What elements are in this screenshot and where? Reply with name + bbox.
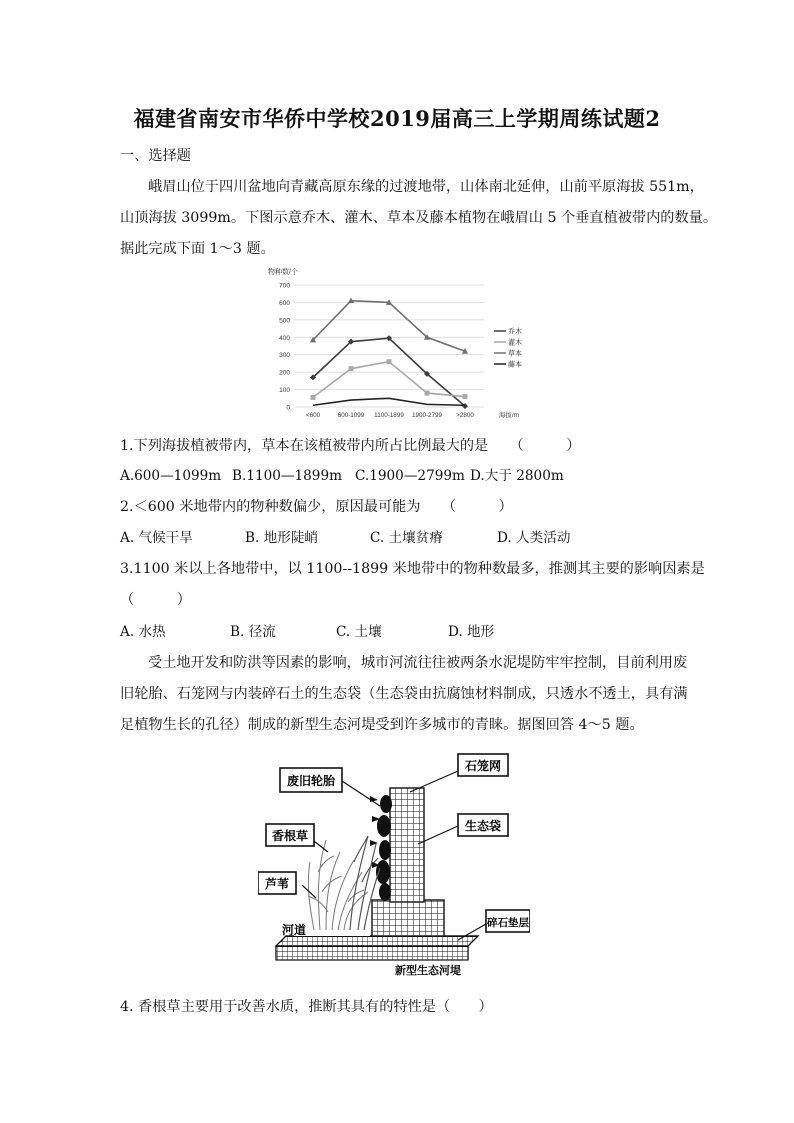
legend-label: 乔木 [508,328,522,336]
q1-option-a: A.600—1099m [120,468,222,484]
y-tick-label: 100 [279,387,290,395]
q3-stem-cont: （ ） [120,592,191,608]
page-title: 福建省南安市华侨中学校2019届高三上学期周练试题2 [133,106,661,131]
q1-option-d: D.大于 2800m [470,468,564,484]
svg-text:废旧轮胎: 废旧轮胎 [286,774,336,788]
q2-option-d: D. 人类活动 [497,530,571,546]
q4-stem: 4. 香根草主要用于改善水质，推断其具有的特性是（ ） [120,999,493,1015]
series-line-藤本 [313,398,465,405]
passage2-line: 受土地开发和防洪等因素的影响，城市河流往往被两条水泥堤防牢牢控制，目前利用废 [148,655,688,671]
chart-series [310,297,468,409]
q1-option-c: C.1900—2799m [355,468,465,484]
q1-stem: 1.下列海拔植被带内，草本在该植被带内所占比例最大的是 （ ） [120,438,581,454]
x-tick-label: 1100-1899 [374,412,404,419]
label-river: 河道 [282,923,307,937]
q2-stem: 2.＜600 米地带内的物种数偏少，原因最可能为 （ ） [120,499,513,515]
lower-block [372,900,444,936]
q2-option-c: C. 土壤贫瘠 [370,530,443,546]
q3-option-a: A. 水热 [120,624,166,640]
passage1-line: 据此完成下面 1～3 题。 [120,241,275,257]
q2-option-a: A. 气候干旱 [120,530,193,546]
y-tick-label: 200 [279,369,290,377]
diagram-caption: 新型生态河堤 [395,964,461,977]
legend-label: 藤本 [508,361,522,369]
gravel-bed [276,936,478,946]
data-point [311,395,316,400]
x-tick-label: <600 [305,412,321,419]
y-tick-label: 0 [286,404,290,412]
svg-text:香根草: 香根草 [271,829,309,843]
label-tire [280,768,342,792]
label-vetiver [266,824,314,846]
svg-text:石笼网: 石笼网 [464,759,502,773]
data-point [387,359,392,364]
passage1-line: 山顶海拔 3099m。下图示意乔木、灌木、草本及藤本植物在峨眉山 5 个垂直植被带内的数量。 [120,210,718,226]
chart-legend [494,327,522,369]
gabion-column [390,788,424,902]
series-line-草本 [313,301,465,352]
y-tick-label: 700 [279,282,290,290]
x-tick-label: 1900-2799 [411,412,443,419]
y-tick-label: 600 [279,299,290,307]
q2-option-b: B. 地形陡峭 [245,530,319,546]
passage2-line: 旧轮胎、石笼网与内装碎石土的生态袋（生态袋由抗腐蚀材料制成，只透水不透土，具有满 [120,686,688,702]
label-reed [258,872,296,894]
passage2-line: 足植物生长的孔径）制成的新型生态河堤受到许多城市的青睐。据图回答 4～5 题。 [120,717,644,733]
y-tick-labels [279,283,290,412]
passage1-line: 峨眉山位于四川盆地向青藏高原东缘的过渡地带，山体南北延伸，山前平原海拔 551m， [148,179,704,195]
label-gravel [486,910,530,932]
q3-option-b: B. 径流 [230,624,276,640]
eco-embankment-diagram [258,752,530,982]
y-tick-label: 400 [279,334,290,342]
q3-option-c: C. 土壤 [336,624,382,640]
x-tick-label: 600-1099 [337,412,365,419]
legend-label: 草本 [508,350,522,358]
label-ecobag [458,814,508,836]
svg-text:芦苇: 芦苇 [264,877,290,891]
data-point [463,394,468,399]
y-tick-label: 500 [279,317,290,325]
svg-text:生态袋: 生态袋 [464,819,502,833]
label-gabion [458,754,508,776]
vetiver-grass [308,840,368,930]
y-axis-label: 物种数/个 [268,269,298,276]
q3-stem: 3.1100 米以上各地带中，以 1100--1899 米地带中的物种数最多，推测其主要的影响因素是 [120,561,705,577]
data-point [425,391,430,396]
q3-option-d: D. 地形 [448,624,495,640]
section-heading: 一、选择题 [120,148,191,164]
x-axis-label: 海拔/m [498,412,520,419]
x-tick-labels [306,412,474,419]
data-point [349,366,354,371]
x-tick-label: >2800 [456,412,474,419]
y-tick-label: 300 [279,352,290,360]
q1-option-b: B.1100—1899m [232,468,342,484]
legend-label: 灌木 [508,339,522,347]
species-line-chart [262,265,534,425]
svg-text:碎石垫层: 碎石垫层 [487,917,529,929]
series-line-灌木 [313,362,465,398]
